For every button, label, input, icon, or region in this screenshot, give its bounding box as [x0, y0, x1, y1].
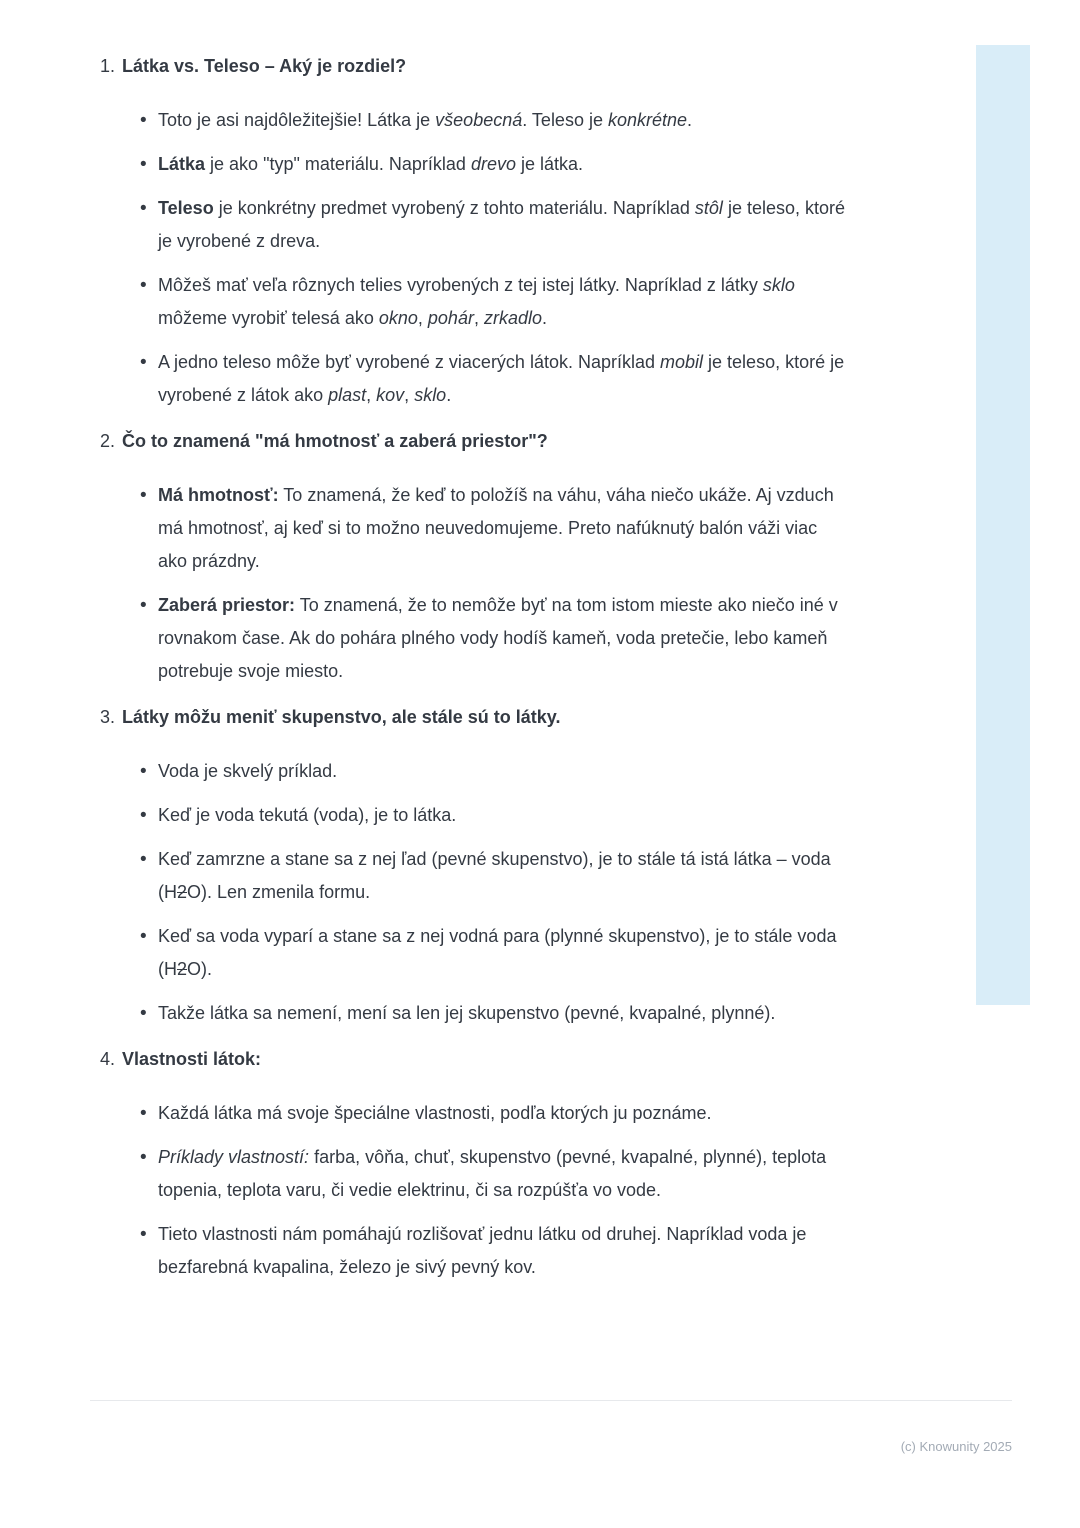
bullet-text	[158, 997, 775, 1030]
text-segment: sklo	[414, 385, 447, 405]
text-segment: ,	[366, 385, 377, 405]
text-segment: ,	[417, 308, 428, 328]
section-title-text: Vlastnosti látok:	[122, 1049, 262, 1069]
text-segment: drevo	[470, 154, 516, 174]
bullet-marker-icon: •	[140, 198, 147, 219]
text-segment: sklo	[762, 275, 795, 295]
bullet-list	[100, 1097, 866, 1284]
bullet-marker-icon: •	[140, 275, 147, 296]
bullet-marker-icon: •	[140, 595, 147, 616]
text-segment: Keď zamrzne a stane sa z nej ľad (pevné skupenstvo), je to stále tá istá látka – voda (H	[158, 849, 831, 902]
text-segment: Zaberá priestor:	[158, 595, 296, 615]
bullet-marker-icon: •	[140, 352, 147, 373]
text-segment: konkrétne	[607, 110, 688, 130]
bullet-text	[158, 755, 337, 788]
text-segment: Keď sa voda vyparí a stane sa z nej vodná para (plynné skupenstvo), je to stále voda (H	[158, 926, 837, 979]
text-segment: Voda je skvelý príklad.	[158, 761, 338, 781]
bullet-marker-icon: •	[140, 1103, 147, 1124]
section-heading	[100, 701, 866, 734]
text-segment: Tieto vlastnosti nám pomáhajú rozlišovať jednu látku od druhej. Napríklad voda je bezfarebná kvapalina, železo je sivý pevný kov.	[158, 1224, 807, 1277]
text-segment: Keď je voda tekutá (voda), je to látka.	[158, 805, 457, 825]
bullet-marker-icon: •	[140, 485, 147, 506]
text-segment: To znamená, že to nemôže byť na tom istom mieste ako niečo iné v rovnakom čase. Ak do pohára plného vody hodíš kameň, voda pretečie, lebo kameň potrebuje svoje miesto.	[158, 595, 838, 681]
text-segment: . Teleso je	[522, 110, 608, 130]
bullet-text	[158, 269, 848, 335]
bullet-item	[140, 1141, 866, 1207]
bullet-text	[158, 148, 583, 181]
bullet-text	[158, 1141, 848, 1207]
bullet-text	[158, 799, 456, 832]
bullet-marker-icon: •	[140, 1224, 147, 1245]
section	[100, 425, 866, 688]
text-segment: kov	[376, 385, 405, 405]
bullet-text	[158, 843, 848, 909]
bullet-item	[140, 148, 866, 181]
bullet-item	[140, 1218, 866, 1284]
section-number: 1.	[100, 56, 116, 76]
text-segment: je látka.	[515, 154, 584, 174]
bullet-text	[158, 920, 848, 986]
bullet-item	[140, 843, 866, 909]
text-segment: okno	[378, 308, 418, 328]
bullet-item	[140, 799, 866, 832]
text-segment: je teleso, ktoré je vyrobené z látok ako	[158, 352, 845, 405]
bullet-marker-icon: •	[140, 761, 147, 782]
text-segment: je ako "typ" materiálu. Napríklad	[205, 154, 471, 174]
bullet-list	[100, 104, 866, 412]
notes-content	[100, 50, 866, 1297]
bullet-item	[140, 755, 866, 788]
bullet-item	[140, 589, 866, 688]
bullet-text	[158, 104, 692, 137]
copyright-footer: (c) Knowunity 2025	[900, 1439, 1012, 1454]
text-segment: Látka	[158, 154, 206, 174]
text-segment: 2	[177, 959, 188, 979]
text-segment: ,	[473, 308, 484, 328]
text-segment: stôl	[694, 198, 723, 218]
text-segment: je konkrétny predmet vyrobený z tohto materiálu. Napríklad	[213, 198, 695, 218]
bullet-item	[140, 192, 866, 258]
bullet-item	[140, 1097, 866, 1130]
scrollbar-track[interactable]	[976, 45, 1030, 1005]
text-segment: A jedno teleso môže byť vyrobené z viacerých látok. Napríklad	[158, 352, 661, 372]
bullet-marker-icon: •	[140, 154, 147, 175]
sections-list	[100, 50, 866, 1284]
text-segment: Môžeš mať veľa rôznych telies vyrobených z tej istej látky. Napríklad z látky	[158, 275, 763, 295]
text-segment: farba, vôňa, chuť, skupenstvo (pevné, kvapalné, plynné), teplota topenia, teplota varu, či vedie elektrinu, či sa rozpúšťa vo vode.	[158, 1147, 827, 1200]
text-segment: .	[687, 110, 693, 130]
section-title-text: Látka vs. Teleso – Aký je rozdiel?	[122, 56, 407, 76]
text-segment: zrkadlo	[483, 308, 542, 328]
section-title-text: Látky môžu meniť skupenstvo, ale stále sú to látky.	[122, 707, 561, 727]
section-heading	[100, 50, 866, 83]
text-segment: ,	[404, 385, 415, 405]
bullet-marker-icon: •	[140, 926, 147, 947]
text-segment: .	[542, 308, 548, 328]
bullet-text	[158, 1097, 712, 1130]
section-heading	[100, 1043, 866, 1076]
section-number: 2.	[100, 431, 116, 451]
bullet-text	[158, 1218, 848, 1284]
text-segment: plast	[328, 385, 367, 405]
text-segment: O). Len zmenila formu.	[187, 882, 371, 902]
text-segment: Toto je asi najdôležitejšie! Látka je	[158, 110, 436, 130]
bullet-marker-icon: •	[140, 849, 147, 870]
footer-divider	[90, 1400, 1012, 1401]
section	[100, 701, 866, 1030]
text-segment: pohár	[427, 308, 474, 328]
text-segment: Príklady vlastností:	[158, 1147, 310, 1167]
bullet-list	[100, 755, 866, 1030]
bullet-marker-icon: •	[140, 110, 147, 131]
bullet-item	[140, 997, 866, 1030]
bullet-item	[140, 920, 866, 986]
text-segment: 2	[177, 882, 188, 902]
text-segment: Teleso	[158, 198, 214, 218]
section-number: 3.	[100, 707, 116, 727]
text-segment: môžeme vyrobiť telesá ako	[158, 308, 379, 328]
bullet-text	[158, 192, 848, 258]
bullet-item	[140, 346, 866, 412]
text-segment: Má hmotnosť:	[158, 485, 279, 505]
text-segment: je teleso, ktoré je vyrobené z dreva.	[158, 198, 845, 251]
bullet-list	[100, 479, 866, 688]
section	[100, 50, 866, 412]
bullet-item	[140, 269, 866, 335]
text-segment: .	[446, 385, 452, 405]
section-heading	[100, 425, 866, 458]
bullet-marker-icon: •	[140, 1003, 147, 1024]
text-segment: Každá látka má svoje špeciálne vlastnosti, podľa ktorých ju poznáme.	[158, 1103, 712, 1123]
bullet-item	[140, 104, 866, 137]
section	[100, 1043, 866, 1284]
text-segment: mobil	[660, 352, 704, 372]
bullet-text	[158, 346, 848, 412]
bullet-marker-icon: •	[140, 1147, 147, 1168]
text-segment: Takže látka sa nemení, mení sa len jej skupenstvo (pevné, kvapalné, plynné).	[158, 1003, 776, 1023]
section-title-text: Čo to znamená "má hmotnosť a zaberá priestor"?	[122, 431, 548, 451]
section-number: 4.	[100, 1049, 116, 1069]
text-segment: O).	[187, 959, 213, 979]
bullet-item	[140, 479, 866, 578]
bullet-text	[158, 589, 848, 688]
bullet-marker-icon: •	[140, 805, 147, 826]
bullet-text	[158, 479, 848, 578]
text-segment: To znamená, že keď to položíš na váhu, váha niečo ukáže. Aj vzduch má hmotnosť, aj keď si to možno neuvedomujeme. Preto nafúknutý balón váži viac ako prázdny.	[158, 485, 834, 571]
text-segment: všeobecná	[435, 110, 523, 130]
